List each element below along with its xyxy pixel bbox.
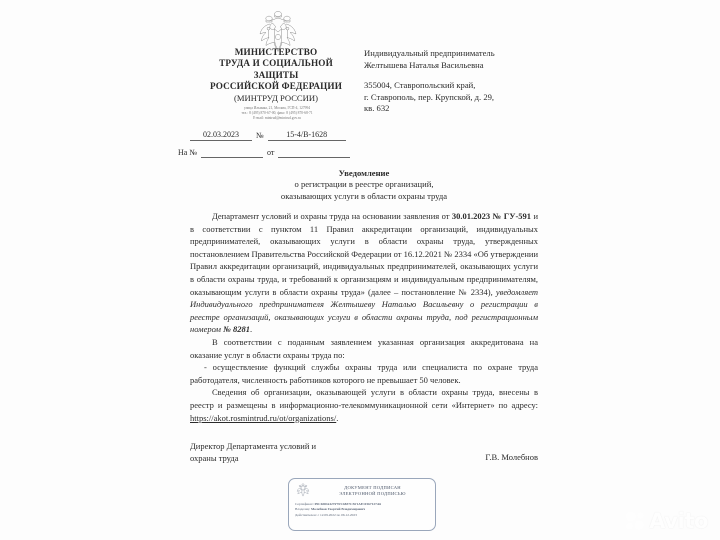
ministry-address: улица Ильинка, 21, Москва, ГСП-4, 127994 xyxy=(243,106,311,110)
stamp-certificate-value: 09C6D0A427F7FC6837C5F1AE11567127A6 xyxy=(314,502,382,506)
addressee-spacer xyxy=(364,71,542,80)
ministry-contact-details xyxy=(184,106,370,121)
ministry-short-name: (МИНТРУД РОССИИ) xyxy=(234,92,318,103)
document-subtitle-line-2: оказывающих услуги в области охраны труда xyxy=(280,190,448,201)
p1-text-c: и в соответствии с пунктом 11 Правил аккредитации организаций, индивидуальных предпринимателей, оказывающих услуги в области охраны труда, утвержденных постановлением Правительства Российской Федерации от 16.12.2021 № 2334 «Об утверждении Правил аккредитации организаций, индивидуальных предпринимателей, оказывающих услуги в области охраны труда, и требований к организациям и индивидуальным предпринимателям, оказывающим услуги в области охраны труда» (далее – постановление № 2334), xyxy=(190,211,538,297)
p4-text-a: Сведения об организации, оказывающей услуги в области охраны труда, внесены в реестр и размещены в информационно-телекоммуникационной сети «Интернет» по адресу: xyxy=(190,387,538,410)
addressee-role: Индивидуальный предприниматель xyxy=(364,48,495,58)
stamp-certificate-label: Сертификат: xyxy=(295,502,314,506)
page-title: Уведомление xyxy=(338,168,390,178)
addressee-address-line-1: 355004, Ставропольский край, xyxy=(364,80,476,91)
accreditation-scope-item: - осуществление функций службы охраны труда или специалиста по охране труда работодателя, численность работников которого не превышает 50 человек. xyxy=(190,362,538,385)
reply-to-number-value xyxy=(201,148,263,158)
signatory-role-line-2: охраны труда xyxy=(190,453,239,464)
p1-text-end: . xyxy=(249,324,253,335)
ministry-line-1: МИНИСТЕРСТВО xyxy=(234,47,318,57)
document-body xyxy=(190,210,538,424)
reply-to-date-label: от xyxy=(266,148,275,157)
stamp-owner-value: Молебнов Георгий Владимирович xyxy=(311,507,366,512)
stamp-heading-line-1: ДОКУМЕНТ ПОДПИСАН xyxy=(344,484,401,490)
avito-logo-icon xyxy=(624,510,646,532)
ministry-line-3: ЗАЩИТЫ xyxy=(253,69,299,80)
signature-block xyxy=(190,440,538,464)
ministry-line-4: РОССИЙСКОЙ ФЕДЕРАЦИИ xyxy=(209,81,342,92)
electronic-signature-stamp xyxy=(288,478,436,531)
document-subtitle-line-1: о регистрации в реестре организаций, xyxy=(294,179,434,190)
avito-watermark xyxy=(624,510,708,532)
stamp-validity-value: с 12.09.2022 по 06.12.2023 xyxy=(317,512,357,517)
stamp-validity-label: Действителен: xyxy=(295,512,317,517)
addressee-address-line-2: г. Ставрополь, пер. Крупской, д. 29, xyxy=(364,91,495,102)
p1-italic-1: уведомляет Индивидуального предпринимателя Желтышеву Наталью Васильевну xyxy=(190,286,538,310)
avito-watermark-text: Avito xyxy=(649,509,708,533)
p1-text-a: Департамент условий и охраны труда на основании заявления от xyxy=(212,211,452,221)
stamp-validity-row xyxy=(295,513,429,518)
body-paragraph-1 xyxy=(190,210,538,336)
signatory-role-line-1: Директор Департамента условий и xyxy=(190,441,317,451)
addressee-block xyxy=(364,48,542,115)
body-paragraph-2: В соответствии с поданным заявлением указанная организация аккредитована на оказание услуг в области охраны труда по: xyxy=(190,336,538,360)
p1-number-sign: № xyxy=(490,211,504,221)
reply-to-number-label: На № xyxy=(178,148,197,157)
signatory-name: Г.В. Молебнов xyxy=(485,452,538,462)
ministry-email: E-mail: mintrud@mintrud.gov.ru xyxy=(253,115,301,120)
application-date: 30.01.2023 xyxy=(451,211,491,221)
document-number: 15-4/В-1628 xyxy=(268,130,346,141)
signatory-role xyxy=(190,440,380,464)
russian-coat-of-arms-icon xyxy=(296,483,310,499)
registry-url-link[interactable]: https://akot.rosmintrud.ru/ot/organizations/ xyxy=(190,412,337,423)
ministry-phones: тел.: 8 (495) 870-67-00, факс: 8 (495) 870-68-71 xyxy=(241,110,313,115)
document-sheet xyxy=(178,0,548,540)
stamp-certificate-details xyxy=(294,502,430,518)
stamp-heading xyxy=(315,485,430,497)
stamp-heading-line-2: ЭЛЕКТРОННОЙ ПОДПИСЬЮ xyxy=(339,491,406,496)
addressee-address-line-3: кв. 632 xyxy=(364,103,390,114)
document-title-block xyxy=(208,168,520,202)
document-date: 02.03.2023 xyxy=(190,130,252,141)
addressee-name: Желтышева Наталья Васильевна xyxy=(364,59,484,70)
ministry-name xyxy=(178,47,374,104)
p1-italic-2: о регистрации в реестре организаций, оказывающих услуги в области охраны труда, под регистрационным номером xyxy=(190,299,538,335)
number-sign: № xyxy=(256,131,264,140)
ministry-line-2: ТРУДА И СОЦИАЛЬНОЙ xyxy=(219,58,333,69)
application-number: ГУ-591 xyxy=(503,211,532,221)
stamp-owner-label: Владелец: xyxy=(295,507,311,512)
registry-number: № 8281 xyxy=(223,324,250,335)
document-requisites-incoming xyxy=(178,148,364,158)
body-paragraph-4 xyxy=(190,386,538,424)
document-requisites-outgoing xyxy=(190,130,362,141)
reply-to-date-value xyxy=(278,148,350,158)
letterhead xyxy=(178,0,548,158)
p4-text-end: . xyxy=(336,412,339,423)
